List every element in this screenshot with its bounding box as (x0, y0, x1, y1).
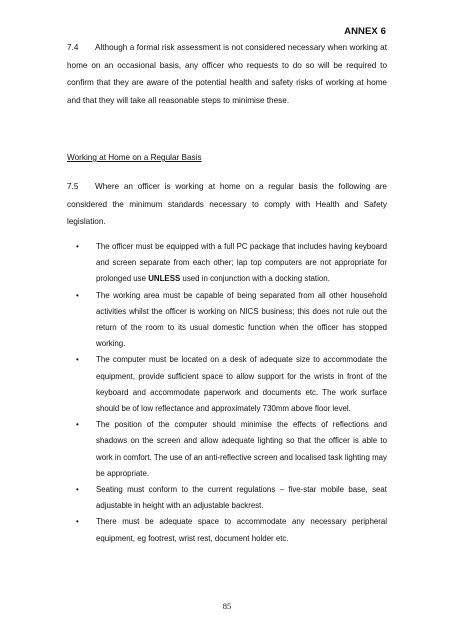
requirements-list (67, 239, 387, 547)
list-item (67, 514, 387, 546)
list-item (67, 482, 387, 514)
bullet-icon: • (76, 420, 79, 430)
list-item-text: The working area must be capable of being separated from all other household activities whilst the officer is working on NICS business; this does not rule out the return of the room to its usual domestic function when the officer has stopped working. (96, 290, 387, 349)
list-item (67, 239, 387, 288)
bullet-icon: • (76, 485, 79, 495)
list-item-text: The computer must be located on a desk of adequate size to accommodate the equipment, provide sufficient space to allow support for the wrists in front of the keyboard and accommodate paperwork and documents etc. The work surface should be of low reflectance and approximately 730mm above floor level. (96, 355, 387, 414)
paragraph-number: 7.5 (67, 182, 79, 191)
bullet-icon: • (76, 517, 79, 527)
section-heading: Working at Home on a Regular Basis (67, 153, 202, 162)
annex-label: ANNEX 6 (344, 26, 386, 37)
paragraph-number: 7.4 (67, 43, 79, 52)
paragraph-text: Where an officer is working at home on a regular basis the following are considered the minimum standards necessary to comply with Health and Safety legislation. (67, 182, 387, 226)
paragraph-text: Although a formal risk assessment is not considered necessary when working at home on an occasional basis, any officer who requests to do so will be required to confirm that they are aware of the potential health and safety risks of working at home and that they will take all reasonable steps to minimise these. (67, 43, 387, 105)
paragraph-7-5 (67, 178, 387, 231)
bullet-icon: • (76, 242, 79, 251)
bullet-icon: • (76, 355, 79, 365)
list-item-emphasis: UNLESS (148, 274, 181, 284)
list-item (67, 288, 387, 353)
list-item-text-after: used in conjunction with a docking station. (180, 274, 330, 284)
list-item (67, 417, 387, 482)
list-item-text: Seating must conform to the current regulations – five-star mobile base, seat adjustable in height with an adjustable backrest. (96, 485, 387, 511)
list-item-text: The position of the computer should minimise the effects of reflections and shadows on the screen and allow adequate lighting so that the officer is able to work in comfort. The use of an anti-reflective screen and localised task lighting may be appropriate. (96, 420, 387, 478)
list-item (67, 352, 387, 417)
list-item-text: There must be adequate space to accommodate any necessary peripheral equipment, eg footrest, wrist rest, document holder etc. (96, 517, 387, 543)
list-item-text-before: The officer must be equipped with a full PC package that includes having keyboard and screen separate from each other; lap top computers are not appropriate for prolonged use (96, 242, 387, 284)
page-number: 85 (222, 601, 232, 611)
paragraph-7-4 (67, 39, 387, 109)
bullet-icon: • (76, 290, 79, 300)
